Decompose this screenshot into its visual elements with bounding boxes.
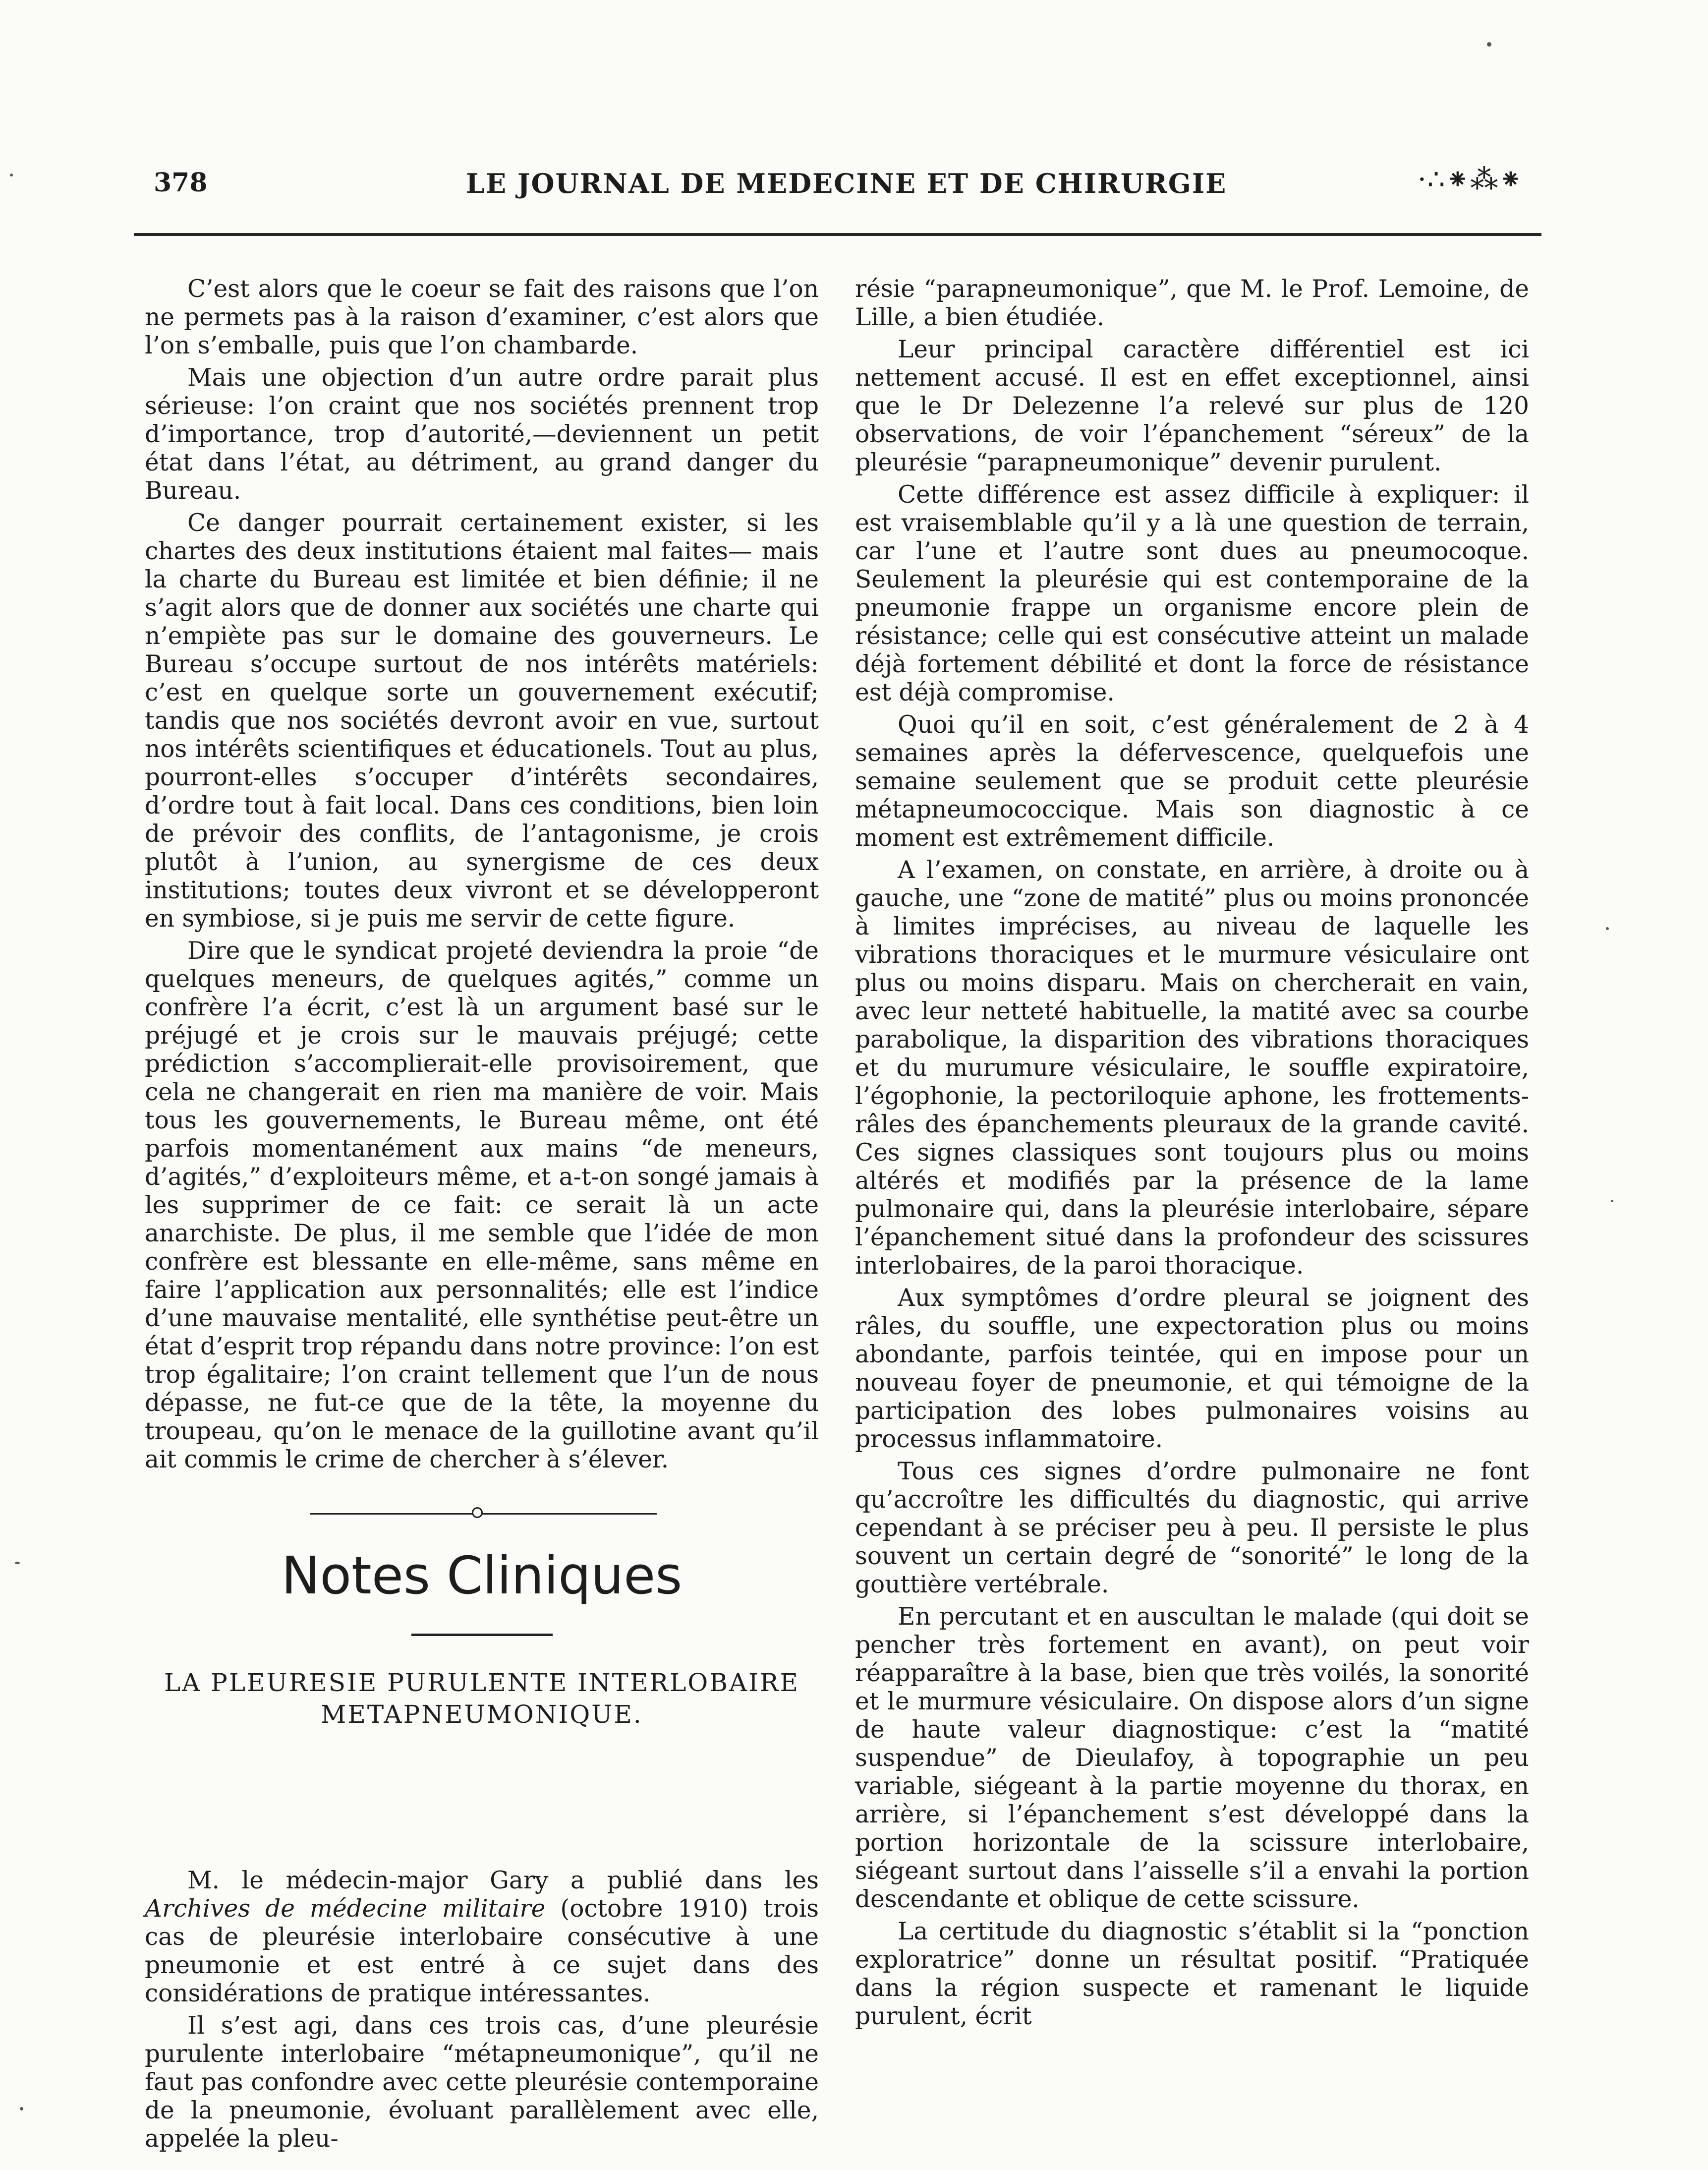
scan-speck [10,174,13,176]
paragraph: A l’examen, on constate, en arrière, à droite ou à gauche, une “zone de matité” plus ou moins prononcée à limites imprécises, au niveau de laquelle les vibrations thoraciques et le murmure vésiculaire ont plus ou moins disparu. Mais on chercherait en vain, avec leur netteté habituelle, la matité avec sa courbe parabolique, la disparition des vibrations thoraciques et du murumure vésiculaire, le souffle expiratoire, l’égophonie, la pectoriloquie aphone, les frottements-râles des épanchements pleuraux de la grande cavité. Ces signes classiques sont toujours plus ou moins altérés et modifiés par la présence de la lame pulmonaire qui, dans la pleurésie interlobaire, sépare l’épanchement situé dans la profondeur des scissures interlobaires, de la paroi thoracique. [855,856,1529,1280]
article-title-line: LA PLEURESIE PURULENTE INTERLOBAIRE [164,1668,800,1697]
paragraph: Leur principal caractère différentiel est ici nettement accusé. Il est en effet exceptionnel, ainsi que le Dr Delezenne l’a relevé sur plus de 120 observations, de voir l’épanchement “séreux” de la pleurésie “parapneumonique” devenir purulent. [855,336,1529,476]
paragraph: La certitude du diagnostic s’établit si la “ponction exploratrice” donne un résultat positif. “Pratiquée dans la région suspecte et ramenant le liquide purulent, écrit [855,1918,1529,2030]
scan-speck [1611,1200,1613,1202]
paragraph: résie “parapneumonique”, que M. le Prof. Lemoine, de Lille, a bien étudiée. [855,275,1529,331]
scan-speck [1487,42,1491,47]
header-rule [134,233,1541,236]
text-run: M. le médecin-major Gary a publié dans les [187,1867,819,1894]
paragraph: C’est alors que le coeur se fait des raisons que l’on ne permets pas à la raison d’examiner, c’est alors que l’on s’emballe, puis que l’on chambarde. [145,275,819,359]
scan-speck [20,2107,23,2111]
page-number: 378 [154,168,208,198]
title-underline [411,1634,553,1636]
divider-ornament-icon [472,1507,483,1518]
paragraph: Ce danger pourrait certainement exister, si les chartes des deux institutions étaient mal faites— mais la charte du Bureau est limitée et bien définie; il ne s’agit alors que de donner aux sociétés une charte qui n’empiète pas sur le domaine des gouverneurs. Le Bureau s’occupe surtout de nos intérêts matériels: c’est en quelque sorte un gouvernement exécutif; tandis que nos sociétés devront avoir en vue, surtout nos intérêts scientifiques et éducationels. Tout au plus, pourront-elles s’occuper d’intérêts secondaires, d’ordre tout à fait local. Dans ces conditions, bien loin de prévoir des conflits, de l’antagonisme, je crois plutôt à l’union, au synergisme de ces deux institutions; toutes deux vivront et se développeront en symbiose, si je puis me servir de cette figure. [145,509,819,933]
article-title-line: METAPNEUMONIQUE. [321,1700,643,1729]
scan-speck [1606,927,1609,930]
article-body-start [145,1867,819,2153]
paragraph [145,1867,819,2008]
article-title [145,1667,819,1730]
paragraph: En percutant et en auscultan le malade (qui doit se pencher très fortement en avant), on peut voir réapparaître à la base, bien que très voilés, la sonorité et le murmure vésiculaire. On dispose alors d’un signe de haute valeur diagnostique: c’est la “matité suspendue” de Dieulafoy, à topographie un peu variable, siégeant à la partie moyenne du thorax, en arrière, si l’épanchement s’est développé dans la portion horizontale de la scissure interlobaire, siégeant surtout dans l’aisselle s’il a envahi la portion descendante et oblique de cette scissure. [855,1603,1529,1913]
left-column-continuation [145,275,819,1473]
journal-title: LE JOURNAL DE MEDECINE ET DE CHIRURGIE [466,168,1227,199]
text-run: (octobre 1910) trois cas de pleurésie interlobaire consécutive à une pneumonie et est entré à ce sujet dans des considérations de pratique intéressantes. [145,1895,819,2007]
paragraph: Il s’est agi, dans ces trois cas, d’une pleurésie purulente interlobaire “métapneumonique”, qu’il ne faut pas confondre avec cette pleurésie contemporaine de la pneumonie, évoluant parallèlement avec elle, appelée la pleu- [145,2012,819,2153]
paragraph: Cette différence est assez difficile à expliquer: il est vraisemblable qu’il y a là une question de terrain, car l’une et l’autre sont dues au pneumocoque. Seulement la pleurésie qui est contemporaine de la pneumonie frappe un organisme encore plein de résistance; celle qui est consécutive atteint un malade déjà fortement débilité et dont la force de résistance est déjà compromise. [855,481,1529,706]
section-title: Notes Cliniques [281,1545,683,1606]
paragraph: Dire que le syndicat projeté deviendra la proie “de quelques meneurs, de quelques agités,” comme un confrère l’a écrit, c’est là un argument basé sur le préjugé et je crois sur le mauvais préjugé; cette prédiction s’accomplierait-elle provisoirement, que cela ne changerait en rien ma manière de voir. Mais tous les gouvernements, le Bureau même, ont été parfois momentanément aux mains “de meneurs, d’agités,” d’exploiteurs même, et a-t-on songé jamais à les supprimer de ce fait: ce serait là un acte anarchiste. De plus, il me semble que l’idée de mon confrère est blessante en elle-même, sans même en faire l’application aux personnalités; elle est l’indice d’une mauvaise mentalité, elle synthétise peut-être un état d’esprit trop répandu dans notre province: l’on est trop égalitaire; l’on craint tellement que l’un de nous dépasse, ne fut-ce que de la tête, la moyenne du troupeau, qu’on le menace de la guillotine avant qu’il ait commis le crime de chercher à s’élever. [145,937,819,1473]
paragraph: Aux symptômes d’ordre pleural se joignent des râles, du souffle, une expectoration plus ou moins abondante, parfois teintée, qui en impose pour un nouveau foyer de pneumonie, et qui témoigne de la participation des lobes pulmonaires voisins au processus inflammatoire. [855,1284,1529,1453]
right-column [855,275,1529,2169]
header-ornament-icon: ·∴⁕⁂⁕ [1418,164,1524,196]
section-divider [310,1513,657,1515]
paragraph: Tous ces signes d’ordre pulmonaire ne font qu’accroître les difficultés du diagnostic, qui arrive cependant à se préciser peu à peu. Il persiste le plus souvent un certain degré de “sonorité” le long de la gouttière vertébrale. [855,1458,1529,1598]
journal-citation: Archives de médecine militaire [145,1895,546,1923]
scan-speck [15,1562,20,1564]
paragraph: Quoi qu’il en soit, c’est généralement de 2 à 4 semaines après la défervescence, quelquefois une semaine seulement que se produit cette pleurésie métapneumococcique. Mais son diagnostic à ce moment est extrêmement difficile. [855,711,1529,852]
paragraph: Mais une objection d’un autre ordre parait plus sérieuse: l’on craint que nos sociétés prennent trop d’importance, trop d’autorité,—deviennent un petit état dans l’état, au détriment, au grand danger du Bureau. [145,364,819,505]
